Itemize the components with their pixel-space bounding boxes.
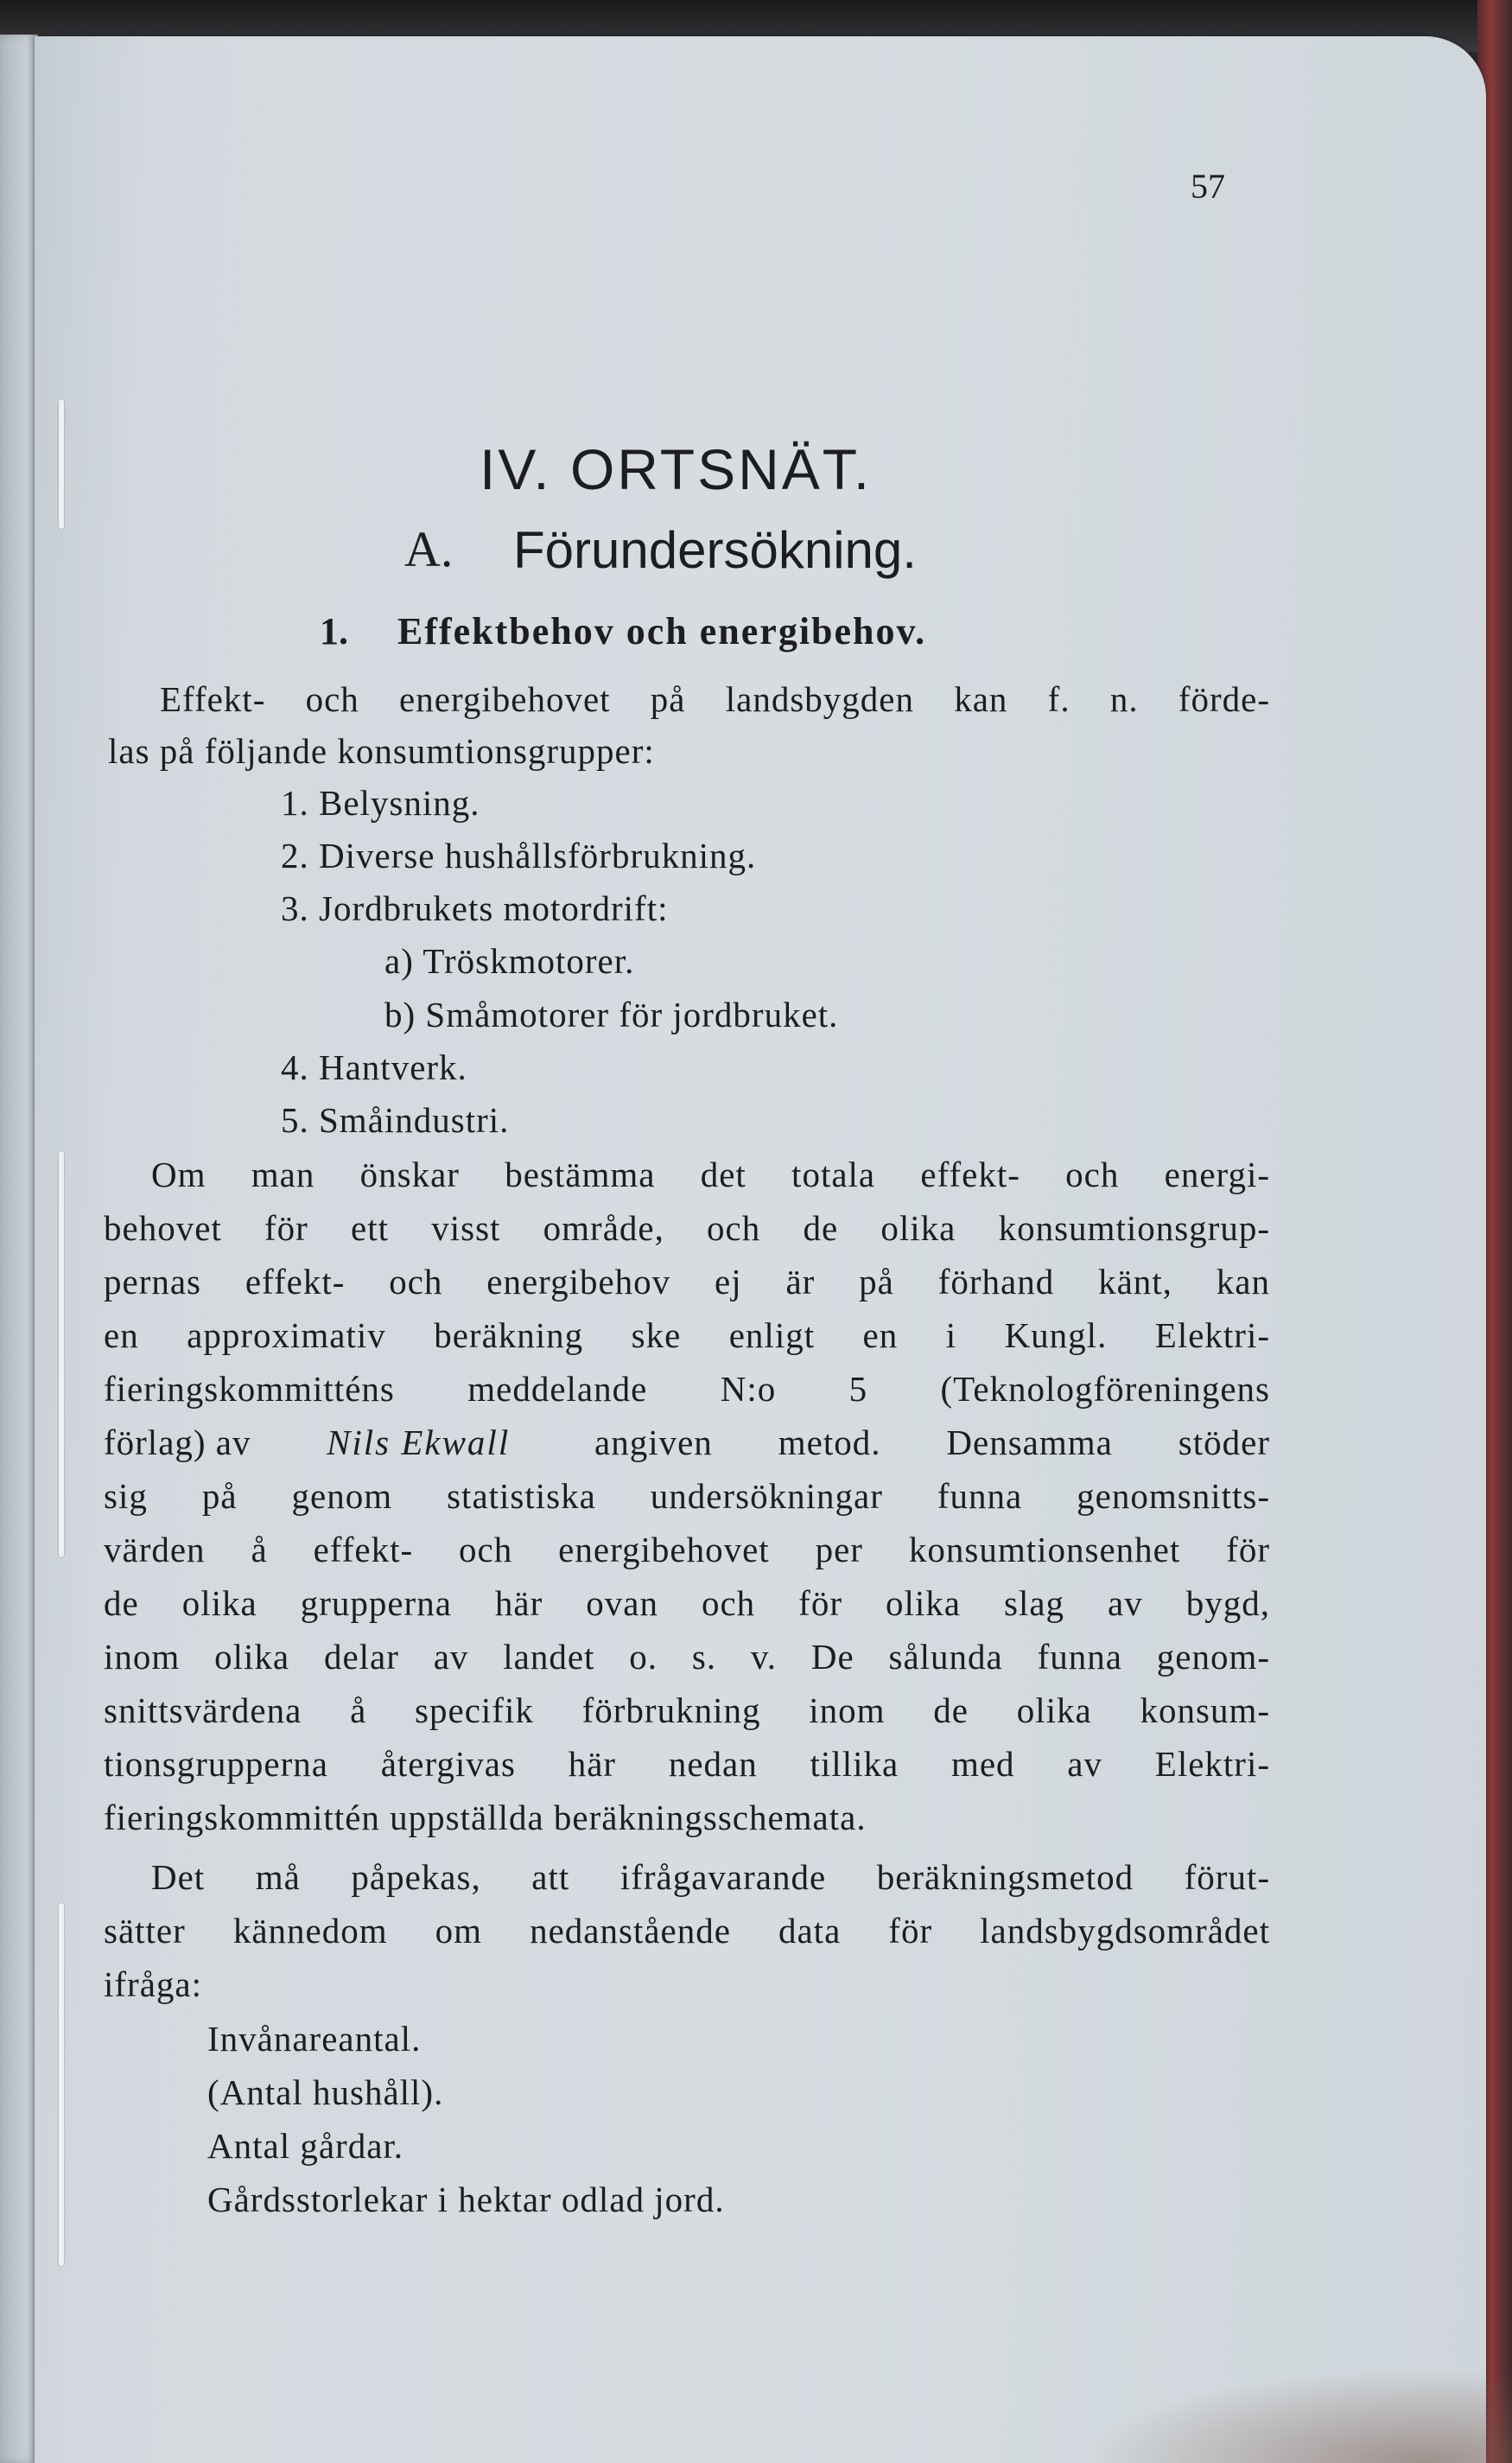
paragraph-line: de olika grupperna här ovan och för olika slag av bygd, — [104, 1583, 1270, 1623]
paragraph-line: en approximativ beräkning ske enligt en i Kungl. Elektri- — [104, 1315, 1270, 1355]
paragraph-line: fieringskommittén uppställda beräkningsschemata. — [104, 1798, 867, 1837]
list-item: 2. Diverse hushållsförbrukning. — [281, 836, 757, 875]
author-name-italic: Nils Ekwall — [327, 1422, 511, 1462]
intro-line: Effekt- och energibehovet på landsbygden kan f. n. förde- — [160, 679, 1270, 719]
list-subitem: b) Småmotorer för jordbruket. — [384, 995, 839, 1034]
section-prefix: A. — [404, 521, 454, 577]
section-title: Förundersökning. — [513, 521, 917, 579]
list-item: 5. Småindustri. — [281, 1100, 510, 1140]
paragraph-line: ifråga: — [104, 1964, 202, 2004]
paragraph-line: fieringskommitténs meddelande N:o 5 (Teknologföreningens — [104, 1369, 1270, 1409]
chapter-title: IV. ORTSNÄT. — [480, 437, 873, 501]
author-name — [327, 1422, 510, 1463]
paragraph-line: tionsgrupperna återgivas här nedan tillika med av Elektri- — [104, 1744, 1270, 1784]
list-subitem: a) Tröskmotorer. — [384, 941, 635, 981]
paragraph-line: Om man önskar bestämma det totala effekt- och energi- — [151, 1155, 1270, 1194]
binding-thread — [59, 1151, 64, 1557]
paragraph-line: sätter kännedom om nedanstående data för landsbygdsområdet — [104, 1911, 1270, 1951]
paragraph-line: Det må påpekas, att ifrågavarande beräkningsmetod förut- — [151, 1857, 1270, 1897]
subsection-number: 1. — [320, 610, 348, 652]
list-item: 1. Belysning. — [281, 783, 480, 823]
paragraph-line: värden å effekt- och energibehovet per konsumtionsenhet för — [104, 1530, 1270, 1569]
data-list-item: Invånareantal. — [207, 2019, 422, 2059]
paragraph-line: inom olika delar av landet o. s. v. De sålunda funna genom- — [104, 1637, 1270, 1677]
list-item: 3. Jordbrukets motordrift: — [281, 888, 669, 928]
data-list-item: Antal gårdar. — [207, 2126, 404, 2166]
facing-page-edge — [0, 35, 38, 2463]
paragraph-line-part: förlag) av — [104, 1422, 251, 1462]
paragraph-line-part: angiven metod. Densamma stöder — [594, 1422, 1270, 1462]
paragraph-line: pernas effekt- och energibehov ej är på förhand känt, kan — [104, 1262, 1270, 1302]
binding-thread — [59, 399, 64, 529]
data-list-item: (Antal hushåll). — [207, 2072, 444, 2112]
finger-shadow — [1080, 2368, 1512, 2463]
subsection-title: Effektbehov och energibehov. — [397, 610, 927, 652]
list-item: 4. Hantverk. — [281, 1047, 467, 1087]
intro-line: las på följande konsumtionsgrupper: — [108, 731, 655, 771]
data-list-item: Gårdsstorlekar i hektar odlad jord. — [207, 2180, 725, 2219]
paragraph-line: sig på genom statistiska undersökningar funna genomsnitts- — [104, 1476, 1270, 1516]
binding-thread — [59, 1903, 64, 2266]
paragraph-line: behovet för ett visst område, och de olika konsumtionsgrup- — [104, 1208, 1270, 1248]
page-number: 57 — [1191, 167, 1225, 206]
paragraph-line: snittsvärdena å specifik förbrukning inom de olika konsum- — [104, 1690, 1270, 1730]
